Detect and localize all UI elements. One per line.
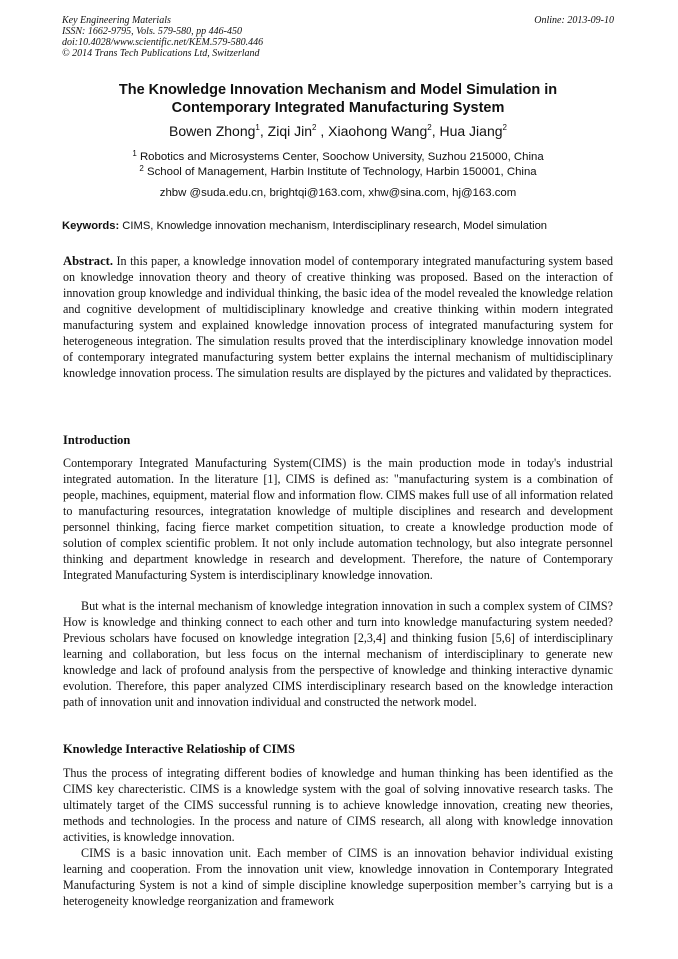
author-emails: zhbw @suda.edu.cn, brightqi@163.com, xhw@sina.com, hj@163.com (159, 187, 517, 199)
issn-line: ISSN: 1662-9795, Vols. 579-580, pp 446-450 (62, 26, 242, 37)
keywords-label: Keywords: (62, 220, 120, 232)
author-affiliation-mark: 2 (312, 123, 317, 132)
affiliation-mark: 1 (132, 149, 137, 158)
author-name: Xiaohong Wang (328, 123, 428, 139)
abstract (63, 253, 613, 381)
keywords (62, 219, 622, 233)
journal-header (62, 15, 614, 59)
doi-line: doi:10.4028/www.scientific.net/KEM.579-580.446 (62, 37, 264, 48)
author-name: Bowen Zhong (169, 123, 256, 139)
paragraph: But what is the internal mechanism of knowledge integration innovation in such a complex system of CIMS? How is knowledge and thinking connect to each other and turn into knowledge manufacturing system needed? Previous scholars have focused on knowledge integration [2,3,4] and thinking fusion [5,6] of interdisciplinary learning and collaboration, but less focus on the internal mechanism of interdisciplinary to generate new knowledge and lack of profound analysis from the perspective of knowledge and thinking interactive dynamic evolution. Therefore, this paper analyzed CIMS interdisciplinary research based on the knowledge interaction path of innovation unit and innovation individual and constructed the network model. (63, 599, 613, 709)
author-name: Ziqi Jin (267, 123, 313, 139)
affiliation-mark: 2 (139, 164, 144, 173)
keywords-text: CIMS, Knowledge innovation mechanism, Interdisciplinary research, Model simulation (119, 220, 548, 232)
author-affiliation-mark: 2 (502, 123, 507, 132)
section-heading: Knowledge Interactive Relatioship of CIMS (63, 742, 295, 756)
author-list (62, 122, 614, 140)
author-affiliation-mark: 2 (427, 123, 432, 132)
author-name: Hua Jiang (439, 123, 503, 139)
affiliation-1 (62, 150, 614, 164)
affiliation-text: Robotics and Microsystems Center, Soochow University, Suzhou 215000, China (139, 151, 544, 163)
online-date: Online: 2013-09-10 (534, 15, 614, 26)
section-heading: Introduction (63, 433, 131, 447)
author-separator: , (431, 123, 440, 139)
author-affiliation-mark: 1 (255, 123, 260, 132)
title-line-2: Contemporary Integrated Manufacturing System (171, 100, 505, 116)
abstract-label: Abstract. (63, 254, 114, 268)
paper-title (62, 81, 614, 117)
journal-name: Key Engineering Materials (62, 15, 171, 26)
affiliation-2 (62, 165, 614, 179)
paragraph: CIMS is a basic innovation unit. Each member of CIMS is an innovation behavior individual existing learning and cooperation. From the innovation unit view, knowledge innovation in Contemporary Integrated Manufacturing System is not a kind of simple discipline knowledge superposition member’s carrying but is a heterogeneity knowledge reorganization and framework (63, 846, 613, 908)
author-separator: , (259, 123, 268, 139)
title-line-1: The Knowledge Innovation Mechanism and Model Simulation in (118, 82, 558, 98)
paragraph: Thus the process of integrating different bodies of knowledge and human thinking has been identified as the CIMS key charecteristic. CIMS is a knowledge system with the goal of solving innovative research tasks. The ultimately target of the CIMS successful running is to achieve knowledge innovation, creating new theories, methods and technologies. In the process and nature of CIMS research, all along with knowledge innovation activities, is knowledge innovation. (63, 766, 613, 844)
author-separator: , (316, 123, 329, 139)
abstract-text: In this paper, a knowledge innovation model of contemporary integrated manufacturing system based on knowledge innovation theory and theory of creative thinking was proposed. Based on the interaction of innovation group knowledge and individual thinking, the basic idea of the model revealed the knowledge relation and cognitive development of multidisciplinary knowledge and creative thinking within modern integrated manufacturing system and explained knowledge innovation process of integrated manufacturing system for heterogeneous integration. The simulation results proved that the interdisciplinary knowledge innovation model of contemporary integrated manufacturing system better explains the internal mechanism of multidisciplinary knowledge innovation process. The simulation results are displayed by the pictures and validated by thepractices. (63, 254, 613, 380)
paragraph: Contemporary Integrated Manufacturing System(CIMS) is the main production mode in today's industrial integrated automation. In the literature [1], CIMS is defined as: "manufacturing system is a combination of people, machines, equipment, material flow and information flow. CIMS makes full use of all information related to manufacturing resources, integratation knowledge of multiple disciplines and research and development personnel thinking, facing fierce market competition situation, to create a knowledge production mode of solution of complex scientific problem. It not only include automation technology, but also integrate personnel thinking and department knowledge in research and development. Therefore, the nature of Contemporary Integrated Manufacturing System is interdisciplinary knowledge innovation. (63, 456, 613, 582)
copyright-line: © 2014 Trans Tech Publications Ltd, Switzerland (62, 48, 260, 59)
affiliation-text: School of Management, Harbin Institute of Technology, Harbin 150001, China (146, 166, 537, 178)
